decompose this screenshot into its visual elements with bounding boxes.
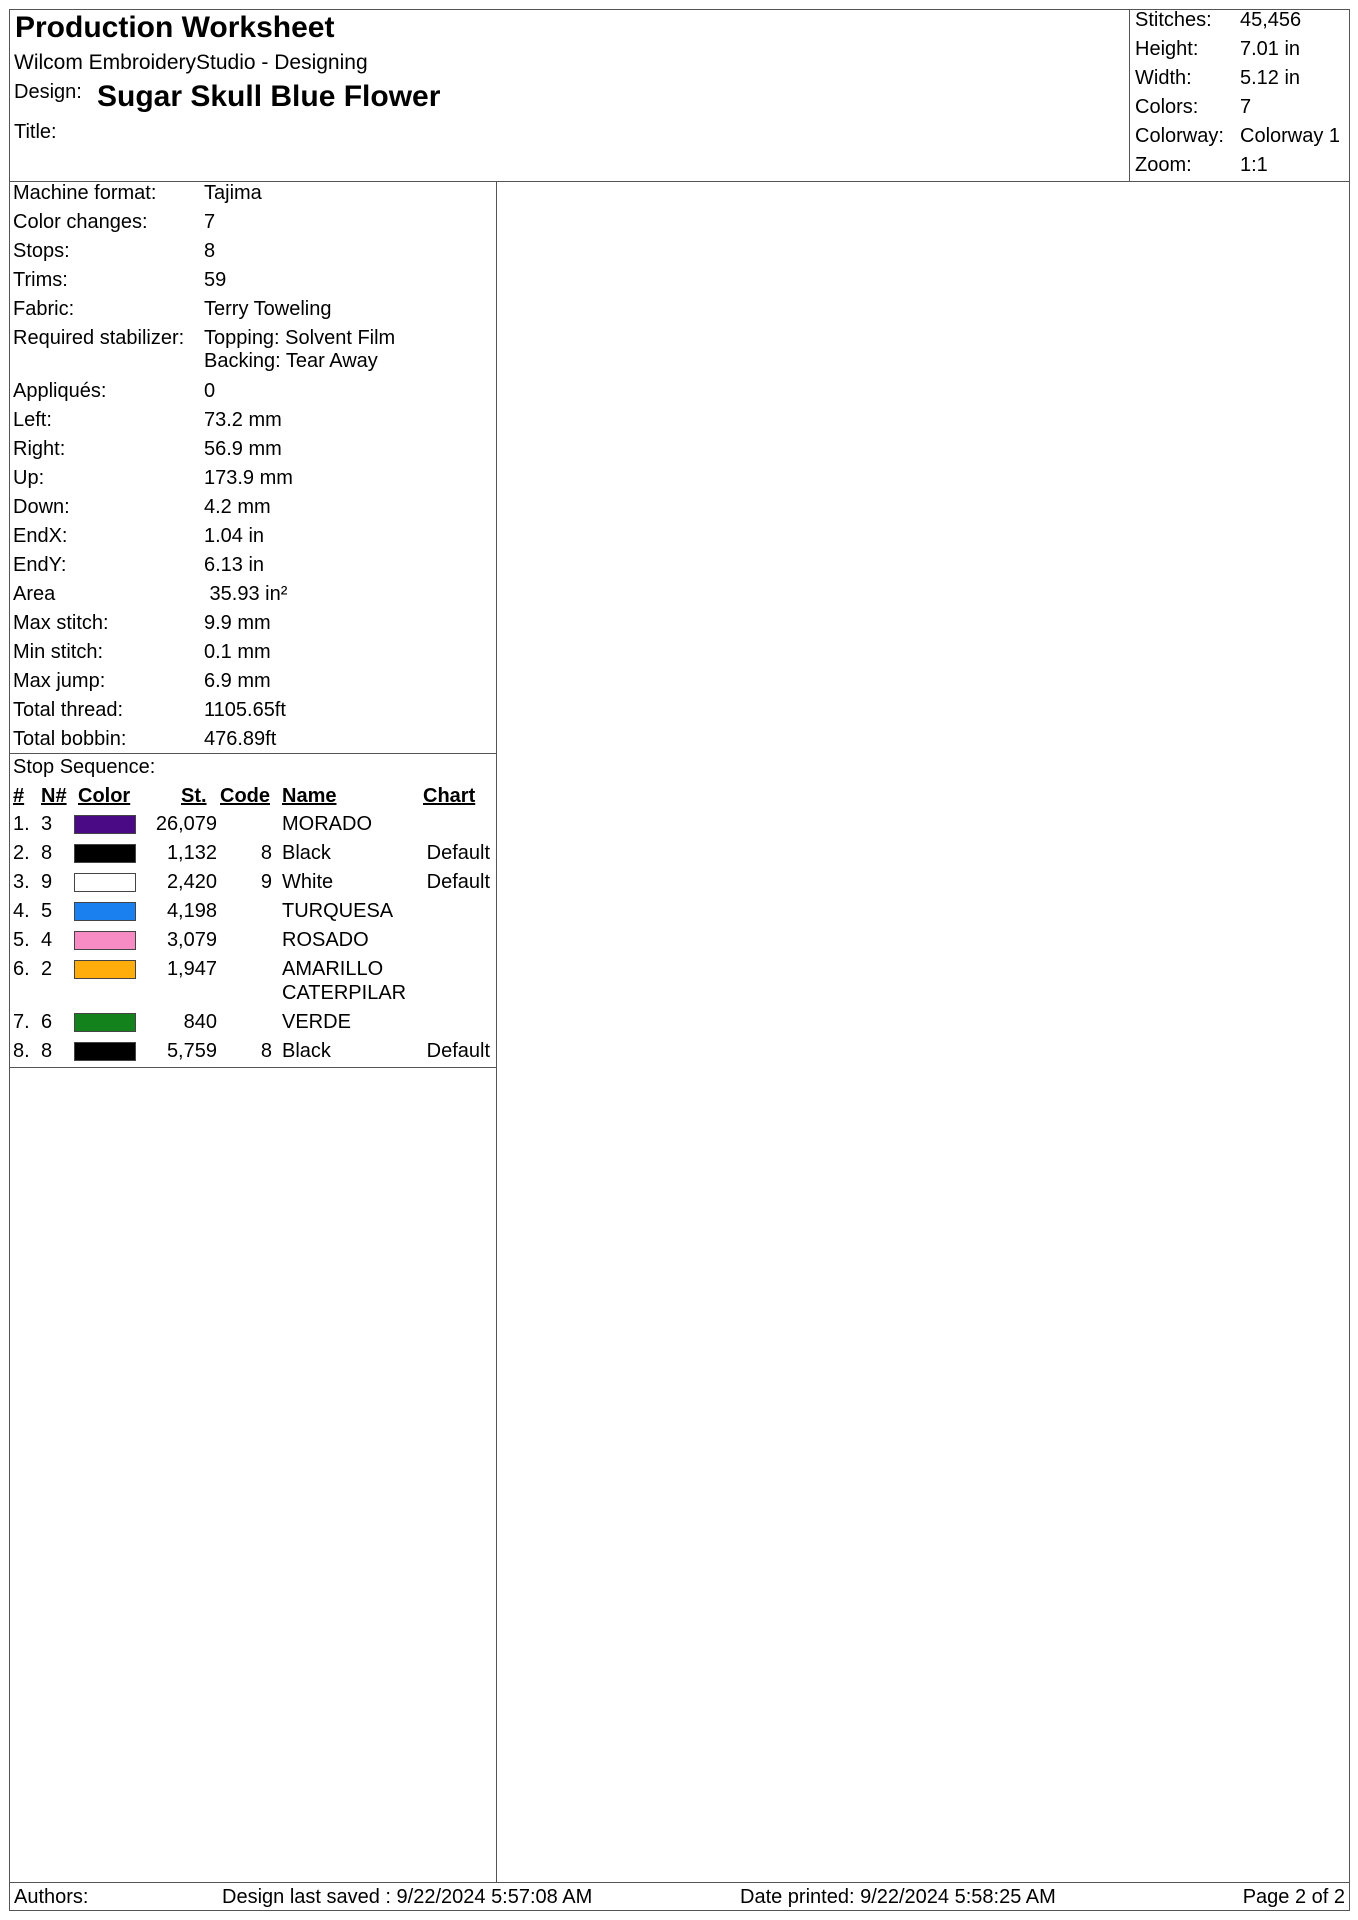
property-value-line2: Backing: Tear Away — [204, 350, 378, 372]
property-value: 7 — [204, 211, 216, 233]
stop-name: VERDE — [282, 1011, 351, 1033]
property-key: Stops: — [13, 240, 70, 262]
property-value: 73.2 mm — [204, 409, 282, 431]
property-key: EndY: — [13, 554, 67, 576]
property-key: Machine format: — [13, 182, 157, 204]
worksheet-footer — [9, 1882, 1350, 1911]
page-number: Page 2 of 2 — [1242, 1886, 1345, 1908]
stop-stitches: 5,759 — [166, 1040, 217, 1062]
property-key: EndX: — [13, 525, 68, 547]
stop-stitches: 26,079 — [155, 813, 217, 835]
summary-value: 7.01 in — [1240, 38, 1301, 60]
stop-row — [9, 812, 496, 836]
summary-value: 5.12 in — [1240, 67, 1301, 89]
property-value: 173.9 mm — [204, 467, 293, 489]
app-subtitle: Wilcom EmbroideryStudio - Designing — [14, 51, 368, 74]
color-swatch — [74, 931, 136, 950]
stop-num: 3. — [13, 871, 30, 893]
property-key: Total bobbin: — [13, 728, 127, 750]
property-key: Color changes: — [13, 211, 148, 233]
property-key: Trims: — [13, 269, 68, 291]
summary-row — [1135, 96, 1350, 124]
color-swatch — [74, 844, 136, 863]
summary-key: Width: — [1135, 67, 1192, 89]
stop-name: AMARILLO — [282, 958, 384, 980]
stop-code: 8 — [260, 842, 272, 864]
property-value: Terry Toweling — [204, 298, 332, 320]
property-key: Appliqués: — [13, 380, 107, 402]
stop-needle: 2 — [41, 958, 53, 980]
summary-key: Height: — [1135, 38, 1199, 60]
stop-name: ROSADO — [282, 929, 369, 951]
property-key: Required stabilizer: — [13, 327, 185, 349]
stop-row — [9, 1039, 496, 1063]
color-swatch — [74, 1042, 136, 1061]
property-value: 0.1 mm — [204, 641, 271, 663]
property-key: Area — [13, 583, 56, 605]
summary-row — [1135, 9, 1350, 37]
color-swatch — [74, 960, 136, 979]
header-code: Code — [220, 785, 270, 807]
property-value: 59 — [204, 269, 227, 291]
color-swatch — [74, 873, 136, 892]
stop-needle: 5 — [41, 900, 53, 922]
property-value: Topping: Solvent Film — [204, 327, 396, 349]
property-value: 1105.65ft — [204, 699, 286, 721]
stop-name: White — [282, 871, 334, 893]
summary-key: Colorway: — [1135, 125, 1224, 147]
stop-needle: 8 — [41, 1040, 53, 1062]
stop-chart: Default — [426, 1040, 490, 1062]
date-printed: Date printed: 9/22/2024 5:58:25 AM — [740, 1886, 1056, 1908]
stop-row — [9, 928, 496, 952]
summary-value: 1:1 — [1240, 154, 1268, 176]
stop-num: 4. — [13, 900, 30, 922]
summary-value: 45,456 — [1240, 9, 1302, 31]
color-swatch — [74, 815, 136, 834]
header-needle: N# — [41, 785, 67, 807]
property-key: Min stitch: — [13, 641, 104, 663]
stop-num: 8. — [13, 1040, 30, 1062]
stop-needle: 8 — [41, 842, 53, 864]
design-properties — [9, 182, 496, 754]
stop-row — [9, 870, 496, 894]
stop-name-line2: CATERPILAR — [282, 982, 407, 1004]
summary-row — [1135, 154, 1350, 182]
stop-stitches: 4,198 — [166, 900, 217, 922]
stop-sequence-caption: Stop Sequence: — [13, 756, 156, 778]
stop-stitches: 840 — [183, 1011, 217, 1033]
stop-needle: 9 — [41, 871, 53, 893]
stop-num: 2. — [13, 842, 30, 864]
summary-key: Zoom: — [1135, 154, 1192, 176]
property-value: 4.2 mm — [204, 496, 271, 518]
property-value: 8 — [204, 240, 216, 262]
property-key: Fabric: — [13, 298, 75, 320]
stop-sequence-table — [9, 754, 496, 1068]
property-key: Up: — [13, 467, 45, 489]
stop-num: 7. — [13, 1011, 30, 1033]
stop-code: 9 — [260, 871, 272, 893]
design-label: Design: — [14, 81, 82, 103]
color-swatch — [74, 1013, 136, 1032]
color-swatch — [74, 902, 136, 921]
property-key: Right: — [13, 438, 66, 460]
stop-row — [9, 899, 496, 923]
summary-row — [1135, 67, 1350, 95]
summary-value: 7 — [1240, 96, 1252, 118]
property-value: 1.04 in — [204, 525, 265, 547]
stop-stitches: 1,947 — [166, 958, 217, 980]
property-value: 9.9 mm — [204, 612, 271, 634]
property-value: 476.89ft — [204, 728, 277, 750]
header-stitches: St. — [181, 785, 207, 807]
property-value: 6.13 in — [204, 554, 265, 576]
details-column — [9, 182, 497, 1882]
stop-chart: Default — [426, 871, 490, 893]
summary-row — [1135, 125, 1350, 153]
property-key: Total thread: — [13, 699, 124, 721]
design-last-saved: Design last saved : 9/22/2024 5:57:08 AM — [222, 1886, 593, 1908]
authors-label: Authors: — [14, 1886, 89, 1908]
header-num: # — [13, 785, 25, 807]
stop-num: 1. — [13, 813, 30, 835]
stop-name: Black — [282, 1040, 331, 1062]
stop-row — [9, 1010, 496, 1034]
property-value: Tajima — [204, 182, 262, 204]
stop-stitches: 3,079 — [166, 929, 217, 951]
stop-name: Black — [282, 842, 331, 864]
property-value: 56.9 mm — [204, 438, 282, 460]
summary-key: Colors: — [1135, 96, 1199, 118]
stop-row — [9, 841, 496, 865]
stop-name: TURQUESA — [282, 900, 394, 922]
property-key: Max stitch: — [13, 612, 109, 634]
property-key: Left: — [13, 409, 52, 431]
design-summary — [1129, 9, 1350, 181]
page-title: Production Worksheet — [15, 11, 335, 44]
property-value: 35.93 in² — [204, 583, 288, 605]
property-key: Max jump: — [13, 670, 106, 692]
stop-needle: 4 — [41, 929, 53, 951]
header-color: Color — [78, 785, 131, 807]
header-chart: Chart — [423, 785, 476, 807]
worksheet-header — [9, 9, 1350, 182]
stop-chart: Default — [426, 842, 490, 864]
summary-row — [1135, 38, 1350, 66]
stop-needle: 3 — [41, 813, 53, 835]
property-key: Down: — [13, 496, 70, 518]
header-name: Name — [282, 785, 337, 807]
stop-row — [9, 957, 496, 1005]
stop-stitches: 1,132 — [166, 842, 217, 864]
summary-key: Stitches: — [1135, 9, 1212, 31]
stop-num: 6. — [13, 958, 30, 980]
design-name: Sugar Skull Blue Flower — [97, 80, 441, 113]
property-value: 6.9 mm — [204, 670, 271, 692]
property-value: 0 — [204, 380, 216, 402]
title-label: Title: — [14, 121, 57, 143]
stop-num: 5. — [13, 929, 30, 951]
stop-code: 8 — [260, 1040, 272, 1062]
stop-needle: 6 — [41, 1011, 53, 1033]
stop-name: MORADO — [282, 813, 372, 835]
summary-value: Colorway 1 — [1240, 125, 1341, 147]
stop-stitches: 2,420 — [166, 871, 217, 893]
